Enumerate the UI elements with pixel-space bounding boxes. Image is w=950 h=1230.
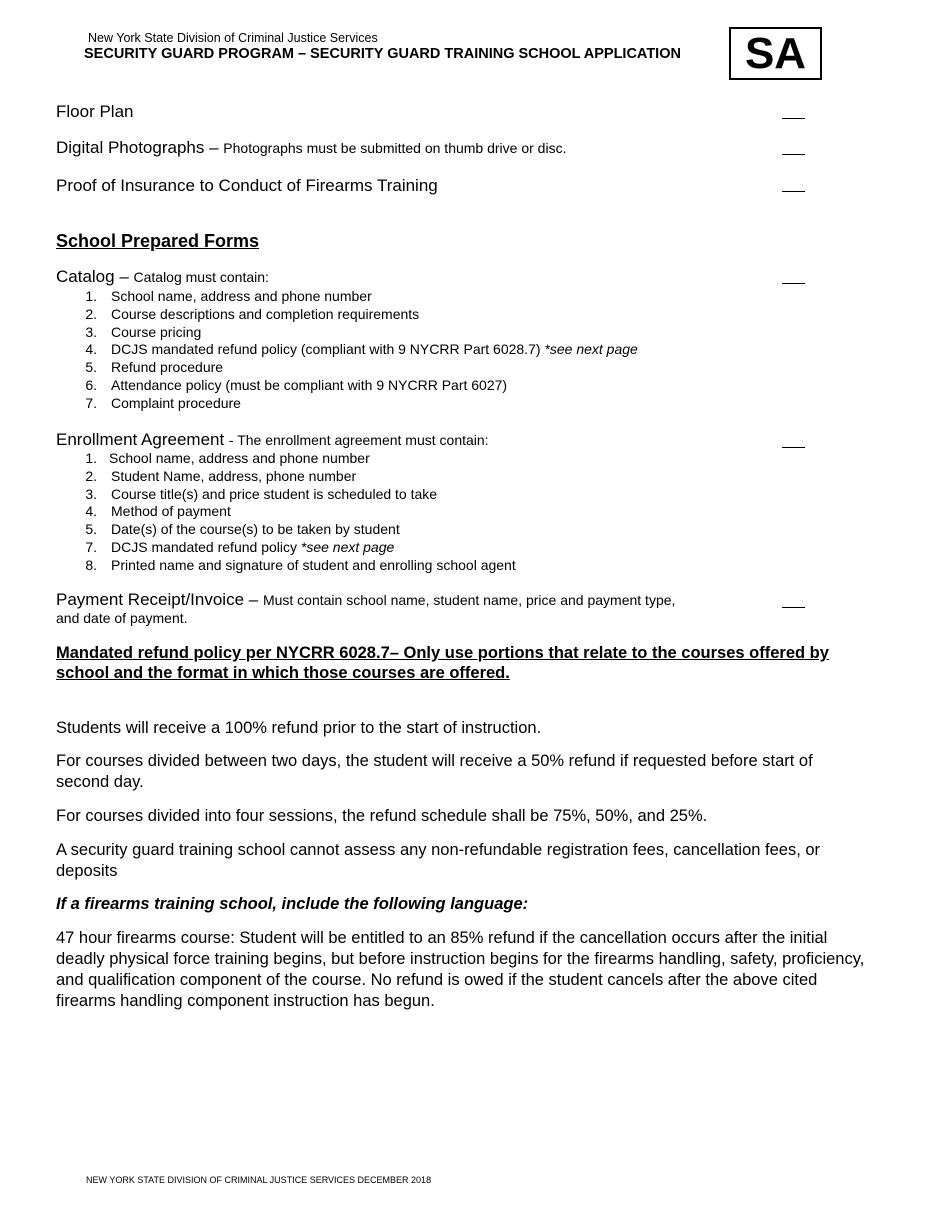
agency-name: New York State Division of Criminal Justice Services	[88, 31, 378, 45]
enrollment-note: - The enrollment agreement must contain:	[228, 432, 489, 448]
school-forms-heading: School Prepared Forms	[56, 231, 260, 251]
list-item: 3. Course title(s) and price student is scheduled to take	[85, 485, 438, 502]
floor-plan-checkbox-line	[782, 118, 805, 119]
refund-paragraph-4: A security guard training school cannot assess any non-refundable registration fees, cancellation fees, or deposits	[56, 841, 821, 880]
list-item: 2. Student Name, address, phone number	[85, 467, 357, 484]
catalog-item	[56, 267, 269, 287]
enrollment-checkbox-line	[782, 447, 805, 448]
list-item: 6. Attendance policy (must be compliant with 9 NYCRR Part 6027)	[85, 376, 508, 393]
digital-photos-label: Digital Photographs –	[56, 138, 224, 157]
payment-checkbox-line	[782, 607, 805, 608]
list-item: 5. Refund procedure	[85, 359, 224, 376]
catalog-label: Catalog –	[56, 267, 134, 286]
list-item: 4. Method of payment	[85, 503, 231, 520]
list-item: 3. Course pricing	[85, 323, 202, 340]
enrollment-requirements-list	[56, 450, 516, 575]
catalog-requirements-list	[56, 288, 638, 413]
list-item: 7. DCJS mandated refund policy *see next page	[85, 538, 395, 555]
digital-photos-note: Photographs must be submitted on thumb drive or disc.	[223, 140, 567, 156]
digital-photos-checkbox-line	[782, 154, 805, 155]
floor-plan-item: Floor Plan	[56, 102, 134, 121]
refund-paragraph-1: Students will receive a 100% refund prior to the start of instruction.	[56, 719, 542, 737]
application-title: SECURITY GUARD PROGRAM – SECURITY GUARD TRAINING SCHOOL APPLICATION	[84, 46, 681, 62]
digital-photos-item	[56, 138, 566, 158]
list-item: 5. Date(s) of the course(s) to be taken by student	[85, 521, 400, 538]
refund-paragraph-2: For courses divided between two days, the student will receive a 50% refund if requested before start of second day.	[56, 752, 813, 791]
firearms-heading: If a firearms training school, include the following language:	[56, 895, 529, 913]
page-footer: NEW YORK STATE DIVISION OF CRIMINAL JUSTICE SERVICES DECEMBER 2018	[86, 1175, 432, 1185]
insurance-item: Proof of Insurance to Conduct of Firearms Training	[56, 176, 438, 195]
payment-receipt-label: Payment Receipt/Invoice –	[56, 590, 263, 609]
payment-receipt-note: Must contain school name, student name, price and payment type, and date of payment.	[56, 592, 676, 626]
firearms-refund-paragraph: 47 hour firearms course: Student will be entitled to an 85% refund if the cancellation occurs after the initial deadly physical force training begins, but before instruction begins for the firearms handling, safety, proficiency, and qualification component of the course. No refund is owed if the student cancels after the above cited firearms handling component instruction has begun.	[56, 929, 865, 1010]
refund-paragraph-3: For courses divided into four sessions, the refund schedule shall be 75%, 50%, and 25%.	[56, 807, 708, 825]
insurance-checkbox-line	[782, 191, 805, 192]
list-item: 2. Course descriptions and completion requirements	[85, 305, 420, 322]
list-item: 8. Printed name and signature of student and enrolling school agent	[85, 556, 516, 573]
list-item: 7. Complaint procedure	[85, 394, 241, 411]
enrollment-agreement-item	[56, 430, 489, 450]
enrollment-label: Enrollment Agreement	[56, 430, 229, 449]
refund-policy-heading: Mandated refund policy per NYCRR 6028.7– Only use portions that relate to the courses offered by school and the format in which those courses are offered.	[56, 644, 829, 682]
form-code-box: SA	[729, 27, 822, 80]
list-item: 1. School name, address and phone number	[85, 288, 372, 304]
catalog-checkbox-line	[782, 283, 805, 284]
catalog-note: Catalog must contain:	[133, 269, 269, 285]
payment-receipt-item	[56, 591, 676, 627]
list-item: 4. DCJS mandated refund policy (compliant with 9 NYCRR Part 6028.7) *see next page	[85, 341, 638, 358]
list-item: 1. School name, address and phone number	[85, 450, 370, 466]
